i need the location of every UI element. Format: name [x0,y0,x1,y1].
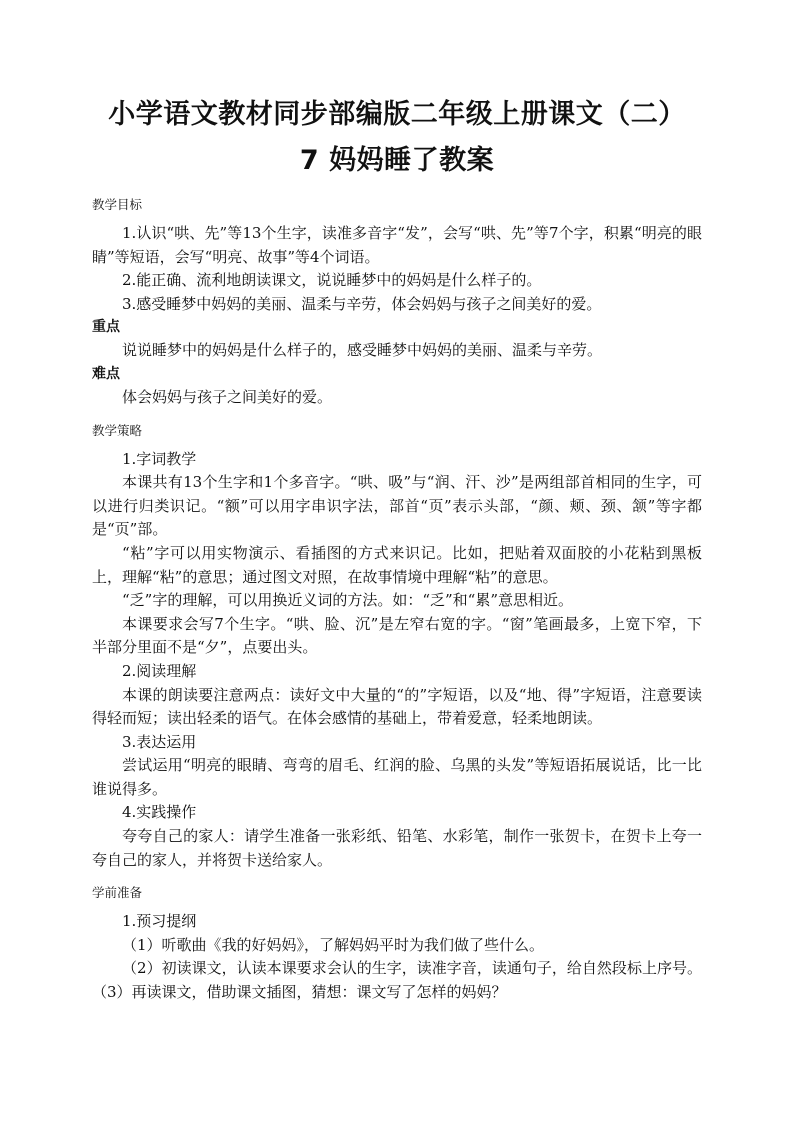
strategy-paragraph: 本课共有13个生字和1个多音字。“哄、吸”与“润、汗、沙”是两组部首相同的生字，可以进行归类识记。“额”可以用字串识字法，部首“页”表示头部，“颜、颊、颈、颔”等字都是“页”部。 [92,473,702,539]
document-title-line2: 7 妈妈睡了教案 [299,145,495,176]
objective-item: 3.感受睡梦中妈妈的美丽、温柔与辛劳，体会妈妈与孩子之间美好的爱。 [122,294,602,313]
preparation-paragraph: 1.预习提纲 [122,912,197,931]
strategy-paragraph: 本课要求会写7个生字。“哄、脸、沉”是左窄右宽的字。“窗”笔画最多，上宽下窄，下半部分里面不是“夕”，点要出头。 [92,614,702,657]
preparation-paragraph: （2）初读课文，认读本课要求会认的生字，读准字音，读通句子，给自然段标上序号。（3）再读课文，借助课文插图，猜想：课文写了怎样的妈妈？ [92,959,702,1002]
strategy-paragraph: 本课的朗读要注意两点：读好文中大量的“的”字短语，以及“地、得”字短语，注意要读得轻而短；读出轻柔的语气。在体会感情的基础上，带着爱意，轻柔地朗读。 [92,685,702,728]
strategy-paragraph: 夸夸自己的家人：请学生准备一张彩纸、铅笔、水彩笔，制作一张贺卡，在贺卡上夸一夸自己的家人，并将贺卡送给家人。 [92,827,702,869]
difficulties-text: 体会妈妈与孩子之间美好的爱。 [122,387,333,406]
strategy-paragraph: “乏”字的理解，可以用换近义词的方法。如：“乏”和“累”意思相近。 [122,591,574,610]
strategy-paragraph: 尝试运用“明亮的眼睛、弯弯的眉毛、红润的脸、乌黑的头发”等短语拓展说话，比一比谁说得多。 [92,756,702,798]
objective-item: 1.认识“哄、先”等13个生字，读准多音字“发”，会写“哄、先”等7个字，积累“明亮的眼睛”等短语，会写“明亮、故事”等4个词语。 [92,224,702,266]
key-points-text: 说说睡梦中的妈妈是什么样子的，感受睡梦中妈妈的美丽、温柔与辛劳。 [122,341,603,360]
document-title-line1: 小学语文教材同步部编版二年级上册课文（二） [108,99,686,130]
strategy-heading: 教学策略 [92,422,143,438]
key-points-heading: 重点 [92,319,120,336]
objectives-heading: 教学目标 [92,197,143,212]
difficulties-heading: 难点 [92,365,120,382]
strategy-paragraph: 1.字词教学 [122,449,197,468]
strategy-paragraph: 4.实践操作 [122,803,197,822]
strategy-paragraph: 2.阅读理解 [122,661,197,680]
strategy-paragraph: 3.表达运用 [122,732,197,751]
preparation-heading: 学前准备 [92,885,143,901]
strategy-paragraph: “粘”字可以用实物演示、看插图的方式来识记。比如，把贴着双面胶的小花粘到黑板上，理解“粘”的意思；通过图文对照，在故事情境中理解“粘”的意思。 [92,543,702,586]
objective-item: 2.能正确、流利地朗读课文，说说睡梦中的妈妈是什么样子的。 [122,271,542,290]
preparation-paragraph: （1）听歌曲《我的好妈妈》，了解妈妈平时为我们做了些什么。 [122,935,545,954]
document-content [92,92,702,1005]
